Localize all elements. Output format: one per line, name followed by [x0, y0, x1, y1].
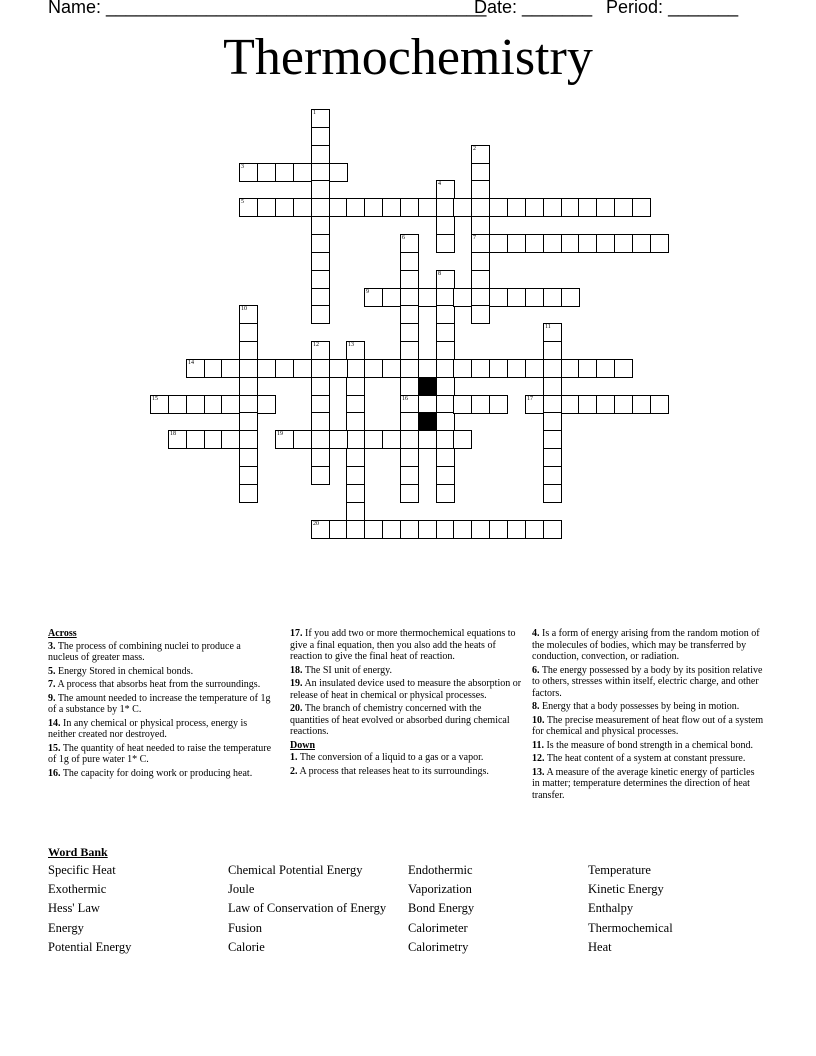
clue-6: [532, 665, 764, 700]
clue-text: In any chemical or physical process, energy is neither created nor destroyed.: [48, 717, 248, 740]
grid-cell[interactable]: [543, 198, 562, 217]
grid-cell[interactable]: [275, 198, 294, 217]
clue-14: [48, 718, 273, 741]
grid-cell[interactable]: [471, 395, 490, 414]
grid-cell[interactable]: [239, 466, 258, 485]
word-bank-item: Exothermic: [48, 882, 107, 897]
grid-cell[interactable]: [364, 520, 383, 539]
cell-number: 7: [473, 235, 476, 241]
grid-cell[interactable]: [525, 520, 544, 539]
grid-cell[interactable]: [471, 359, 490, 378]
grid-cell[interactable]: [239, 305, 258, 324]
grid-cell[interactable]: [507, 359, 526, 378]
clue-text: The branch of chemistry concerned with the quantities of heat evolved or absorbed during chemical reactions.: [290, 703, 510, 737]
grid-cell[interactable]: [346, 377, 365, 396]
grid-cell[interactable]: [436, 323, 455, 342]
grid-cell[interactable]: [400, 466, 419, 485]
grid-cell[interactable]: [471, 520, 490, 539]
grid-cell[interactable]: [543, 520, 562, 539]
down-heading: Down: [290, 739, 316, 751]
word-bank-column-4: [588, 863, 673, 959]
grid-cell[interactable]: [436, 412, 455, 431]
grid-cell[interactable]: [346, 502, 365, 521]
grid-cell[interactable]: [239, 359, 258, 378]
clue-5: [48, 666, 273, 678]
grid-cell[interactable]: [453, 198, 472, 217]
grid-cell[interactable]: [543, 323, 562, 342]
word-bank-item: Chemical Potential Energy: [228, 863, 363, 877]
grid-cell[interactable]: [436, 234, 455, 253]
cell-number: 2: [473, 146, 476, 152]
grid-cell[interactable]: [453, 430, 472, 449]
grid-cell[interactable]: [311, 216, 330, 235]
grid-cell[interactable]: [257, 198, 276, 217]
clue-17: [290, 628, 522, 663]
grid-cell[interactable]: [293, 359, 312, 378]
cell-number: 14: [188, 360, 194, 366]
cell-number: 19: [277, 431, 283, 437]
across-heading: Across: [48, 628, 77, 639]
clue-number: 4.: [532, 628, 540, 639]
grid-cell[interactable]: [293, 163, 312, 182]
grid-cell[interactable]: [186, 430, 205, 449]
word-bank-item: Temperature: [588, 863, 651, 877]
grid-cell[interactable]: [543, 359, 562, 378]
clue-text: Is the measure of bond strength in a chemical bond.: [543, 739, 754, 751]
word-bank-title: Word Bank: [48, 845, 108, 859]
grid-cell[interactable]: [614, 395, 633, 414]
grid-cell[interactable]: [221, 359, 240, 378]
grid-cell[interactable]: [311, 448, 330, 467]
cell-number: 20: [313, 521, 319, 527]
grid-cell[interactable]: [239, 323, 258, 342]
cell-number: 18: [170, 431, 176, 437]
page-title: Thermochemistry: [223, 29, 593, 86]
word-bank-item: Endothermic: [408, 863, 473, 877]
grid-cell[interactable]: [400, 341, 419, 360]
clue-text: Is a form of energy arising from the random motion of the molecules of bodies, which may be transferred by conduction, convection, or radiation.: [532, 628, 760, 662]
grid-cell[interactable]: [650, 234, 669, 253]
grid-cell[interactable]: [311, 377, 330, 396]
grid-cell[interactable]: [257, 395, 276, 414]
clues-column-2: [290, 628, 522, 779]
grid-cell[interactable]: [275, 163, 294, 182]
date-label: Date:: [474, 0, 518, 17]
grid-cell[interactable]: [400, 198, 419, 217]
grid-cell[interactable]: [418, 359, 437, 378]
clue-number: 6.: [532, 664, 540, 676]
grid-cell[interactable]: [471, 270, 490, 289]
word-bank-item: Hess' Law: [48, 901, 100, 916]
grid-cell[interactable]: [311, 198, 330, 217]
grid-cell[interactable]: [239, 163, 258, 182]
word-bank-item: Specific Heat: [48, 863, 116, 877]
grid-cell[interactable]: [364, 288, 383, 307]
grid-cell[interactable]: [525, 359, 544, 378]
grid-cell[interactable]: [346, 198, 365, 217]
cell-number: 17: [527, 396, 533, 402]
cell-number: 13: [348, 342, 354, 348]
word-bank-column-1: [48, 863, 131, 959]
grid-cell[interactable]: [275, 430, 294, 449]
grid-cell[interactable]: [382, 520, 401, 539]
grid-cell[interactable]: [543, 288, 562, 307]
grid-cell[interactable]: [382, 198, 401, 217]
grid-cell[interactable]: [364, 198, 383, 217]
clue-number: 7.: [48, 679, 56, 690]
word-bank-item: Calorie: [228, 939, 265, 954]
clue-9: [48, 693, 273, 716]
grid-cell[interactable]: [400, 520, 419, 539]
grid-cell[interactable]: [364, 359, 383, 378]
grid-cell[interactable]: [471, 216, 490, 235]
clue-text: The heat content of a system at constant pressure.: [544, 753, 746, 764]
clue-number: 20.: [290, 703, 303, 714]
grid-cell[interactable]: [489, 359, 508, 378]
grid-cell[interactable]: [436, 341, 455, 360]
clue-number: 15.: [48, 742, 61, 754]
grid-cell[interactable]: [471, 180, 490, 199]
grid-cell[interactable]: [346, 412, 365, 431]
clue-4: [532, 628, 764, 663]
cell-number: 6: [402, 235, 405, 241]
grid-cell[interactable]: [489, 288, 508, 307]
cell-number: 12: [313, 342, 319, 348]
grid-cell[interactable]: [543, 466, 562, 485]
grid-cell[interactable]: [239, 430, 258, 449]
clue-1: [290, 752, 522, 764]
clue-16: [48, 768, 273, 780]
grid-cell[interactable]: [471, 198, 490, 217]
grid-cell[interactable]: [453, 520, 472, 539]
grid-cell[interactable]: [346, 341, 365, 360]
grid-cell[interactable]: [400, 448, 419, 467]
grid-cell[interactable]: [614, 359, 633, 378]
grid-cell[interactable]: [311, 180, 330, 199]
word-bank-item: Vaporization: [408, 882, 472, 897]
grid-cell[interactable]: [489, 395, 508, 414]
grid-cell[interactable]: [453, 395, 472, 414]
word-bank-item: Kinetic Energy: [588, 882, 664, 897]
grid-cell[interactable]: [239, 448, 258, 467]
clue-number: 17.: [290, 628, 303, 639]
grid-cell[interactable]: [329, 359, 348, 378]
grid-cell[interactable]: [293, 198, 312, 217]
grid-cell[interactable]: [311, 145, 330, 164]
grid-cell[interactable]: [346, 520, 365, 539]
grid-cell[interactable]: [329, 430, 348, 449]
cell-number: 5: [241, 199, 244, 205]
grid-cell[interactable]: [578, 234, 597, 253]
black-cell: [418, 377, 437, 396]
clue-text: The quantity of heat needed to raise the temperature of 1g of pure water 1* C.: [48, 742, 272, 765]
clue-text: The capacity for doing work or producing heat.: [60, 767, 253, 779]
grid-cell[interactable]: [614, 234, 633, 253]
clue-text: If you add two or more thermochemical equations to give a final equation, then you also add the heats of reaction to give the final heat of reaction.: [290, 628, 516, 662]
grid-cell[interactable]: [418, 520, 437, 539]
grid-cell[interactable]: [436, 484, 455, 503]
clue-number: 5.: [48, 665, 56, 677]
grid-cell[interactable]: [382, 430, 401, 449]
word-bank-item: Enthalpy: [588, 901, 634, 916]
grid-cell[interactable]: [400, 252, 419, 271]
grid-cell[interactable]: [346, 484, 365, 503]
clue-number: 12.: [532, 753, 545, 764]
clue-text: The amount needed to increase the temperature of 1g of a substance by 1* C.: [48, 692, 271, 715]
clue-text: A process that absorbs heat from the surroundings.: [55, 679, 261, 690]
grid-cell[interactable]: [311, 466, 330, 485]
grid-cell[interactable]: [400, 270, 419, 289]
grid-cell[interactable]: [471, 305, 490, 324]
cell-number: 4: [438, 181, 441, 187]
grid-cell[interactable]: [543, 430, 562, 449]
grid-cell[interactable]: [561, 288, 580, 307]
grid-cell[interactable]: [507, 288, 526, 307]
clue-text: The process of combining nuclei to produce a nucleus of greater mass.: [48, 640, 241, 663]
clue-2: [290, 766, 522, 778]
clues-column-1: [48, 628, 273, 781]
clue-number: 11.: [532, 739, 544, 751]
grid-cell[interactable]: [257, 163, 276, 182]
grid-cell[interactable]: [239, 412, 258, 431]
grid-cell[interactable]: [578, 395, 597, 414]
clue-number: 10.: [532, 714, 545, 726]
cell-number: 11: [545, 324, 551, 330]
clue-text: A measure of the average kinetic energy of particles in matter; temperature determines the direction of heat transfer.: [532, 766, 755, 801]
cell-number: 15: [152, 396, 158, 402]
grid-cell[interactable]: [311, 359, 330, 378]
black-cell: [418, 412, 437, 431]
grid-cell[interactable]: [239, 377, 258, 396]
grid-cell[interactable]: [471, 252, 490, 271]
grid-cell[interactable]: [543, 234, 562, 253]
grid-cell[interactable]: [364, 430, 383, 449]
grid-cell[interactable]: [543, 377, 562, 396]
grid-cell[interactable]: [239, 198, 258, 217]
grid-cell[interactable]: [418, 430, 437, 449]
grid-cell[interactable]: [471, 145, 490, 164]
clue-19: [290, 678, 522, 701]
cell-number: 16: [402, 396, 408, 402]
clue-13: [532, 767, 764, 802]
clue-number: 14.: [48, 717, 61, 729]
grid-cell[interactable]: [400, 359, 419, 378]
word-bank-column-3: [408, 863, 474, 959]
word-bank-item: Energy: [48, 920, 84, 935]
grid-cell[interactable]: [507, 234, 526, 253]
word-bank-column-2: [228, 863, 386, 959]
grid-cell[interactable]: [543, 484, 562, 503]
grid-cell[interactable]: [275, 359, 294, 378]
grid-cell[interactable]: [400, 323, 419, 342]
grid-cell[interactable]: [418, 288, 437, 307]
clue-12: [532, 753, 764, 765]
grid-cell[interactable]: [507, 520, 526, 539]
clue-11: [532, 740, 764, 752]
grid-cell[interactable]: [489, 198, 508, 217]
grid-cell[interactable]: [311, 305, 330, 324]
grid-cell[interactable]: [400, 305, 419, 324]
grid-cell[interactable]: [436, 305, 455, 324]
clue-number: 19.: [290, 678, 303, 689]
grid-cell[interactable]: [186, 359, 205, 378]
clue-8: [532, 701, 764, 713]
word-bank-item: Fusion: [228, 920, 263, 935]
clue-7: [48, 679, 273, 691]
clue-text: Energy that a body possesses by being in motion.: [539, 701, 740, 712]
grid-cell[interactable]: [311, 270, 330, 289]
grid-cell[interactable]: [650, 395, 669, 414]
word-bank-item: Heat: [588, 939, 612, 954]
grid-cell[interactable]: [311, 109, 330, 128]
grid-cell[interactable]: [311, 430, 330, 449]
clue-text: The SI unit of energy.: [302, 664, 393, 676]
grid-cell[interactable]: [436, 270, 455, 289]
grid-cell[interactable]: [507, 198, 526, 217]
grid-cell[interactable]: [525, 288, 544, 307]
clue-10: [532, 715, 764, 738]
clue-text: The precise measurement of heat flow out of a system for chemical and physical processes.: [532, 714, 764, 737]
cell-number: 1: [313, 110, 316, 116]
grid-cell[interactable]: [436, 466, 455, 485]
grid-cell[interactable]: [543, 448, 562, 467]
clue-text: A process that releases heat to its surroundings.: [297, 765, 489, 777]
cell-number: 9: [366, 289, 369, 295]
word-bank-item: Calorimeter: [408, 920, 468, 935]
clue-text: Energy Stored in chemical bonds.: [55, 665, 194, 677]
grid-cell[interactable]: [382, 359, 401, 378]
grid-cell[interactable]: [239, 341, 258, 360]
grid-cell[interactable]: [453, 359, 472, 378]
grid-cell[interactable]: [632, 234, 651, 253]
grid-cell[interactable]: [614, 198, 633, 217]
grid-cell[interactable]: [311, 520, 330, 539]
word-bank-item: Potential Energy: [48, 939, 132, 954]
grid-cell[interactable]: [418, 198, 437, 217]
grid-cell[interactable]: [489, 234, 508, 253]
grid-cell[interactable]: [436, 448, 455, 467]
grid-cell[interactable]: [525, 234, 544, 253]
name-label: Name:: [48, 0, 102, 17]
grid-cell[interactable]: [346, 359, 365, 378]
grid-cell[interactable]: [150, 395, 169, 414]
cell-number: 10: [241, 306, 247, 312]
grid-cell[interactable]: [525, 395, 544, 414]
grid-cell[interactable]: [168, 430, 187, 449]
grid-cell[interactable]: [239, 484, 258, 503]
grid-cell[interactable]: [221, 395, 240, 414]
grid-cell[interactable]: [293, 430, 312, 449]
grid-cell[interactable]: [596, 234, 615, 253]
grid-cell[interactable]: [489, 520, 508, 539]
grid-cell[interactable]: [221, 430, 240, 449]
clue-text: The energy possessed by a body by its position relative to others, stresses within itself, electric charge, and other factors.: [532, 664, 763, 699]
grid-cell[interactable]: [632, 198, 651, 217]
clues-column-3: [532, 628, 764, 803]
cell-number: 3: [241, 164, 244, 170]
word-bank-item: Bond Energy: [408, 901, 475, 916]
grid-cell[interactable]: [346, 448, 365, 467]
grid-cell[interactable]: [453, 288, 472, 307]
grid-cell[interactable]: [436, 216, 455, 235]
grid-cell[interactable]: [543, 412, 562, 431]
grid-cell[interactable]: [400, 484, 419, 503]
period-label: Period:: [606, 0, 664, 17]
grid-cell[interactable]: [578, 359, 597, 378]
grid-cell[interactable]: [311, 252, 330, 271]
grid-cell[interactable]: [168, 395, 187, 414]
clue-text: An insulated device used to measure the absorption or release of heat in chemical or physical processes.: [290, 678, 522, 701]
grid-cell[interactable]: [400, 430, 419, 449]
date-line: _______: [522, 0, 593, 17]
grid-cell[interactable]: [596, 198, 615, 217]
name-line: ______________________________________: [106, 0, 487, 17]
word-bank-item: Joule: [228, 882, 255, 897]
grid-cell[interactable]: [400, 412, 419, 431]
clue-number: 3.: [48, 640, 56, 652]
grid-cell[interactable]: [471, 234, 490, 253]
word-bank-item: Calorimetry: [408, 939, 469, 954]
clue-number: 18.: [290, 664, 303, 676]
grid-cell[interactable]: [311, 127, 330, 146]
grid-cell[interactable]: [578, 198, 597, 217]
grid-cell[interactable]: [632, 395, 651, 414]
clue-number: 2.: [290, 765, 298, 777]
word-bank-item: Thermochemical: [588, 920, 673, 935]
clue-number: 13.: [532, 766, 545, 778]
grid-cell[interactable]: [186, 395, 205, 414]
grid-cell[interactable]: [329, 163, 348, 182]
grid-cell[interactable]: [525, 198, 544, 217]
clue-18: [290, 665, 522, 677]
grid-cell[interactable]: [311, 341, 330, 360]
clue-text: The conversion of a liquid to a gas or a vapor.: [297, 752, 484, 763]
word-bank-item: Law of Conservation of Energy: [228, 901, 387, 916]
grid-cell[interactable]: [257, 359, 276, 378]
clue-20: [290, 703, 522, 738]
grid-cell[interactable]: [436, 377, 455, 396]
grid-cell[interactable]: [400, 377, 419, 396]
grid-cell[interactable]: [382, 288, 401, 307]
grid-cell[interactable]: [596, 359, 615, 378]
grid-cell[interactable]: [543, 341, 562, 360]
grid-cell[interactable]: [311, 412, 330, 431]
period-line: _______: [668, 0, 739, 17]
grid-cell[interactable]: [436, 180, 455, 199]
cell-number: 8: [438, 271, 441, 277]
clue-number: 8.: [532, 701, 540, 712]
grid-cell[interactable]: [596, 395, 615, 414]
clue-number: 16.: [48, 767, 61, 779]
clue-15: [48, 743, 273, 766]
clue-number: 1.: [290, 752, 298, 763]
grid-cell[interactable]: [346, 466, 365, 485]
clue-number: 9.: [48, 692, 56, 704]
grid-cell[interactable]: [346, 430, 365, 449]
grid-cell[interactable]: [311, 234, 330, 253]
grid-cell[interactable]: [400, 234, 419, 253]
clue-3: [48, 641, 273, 664]
